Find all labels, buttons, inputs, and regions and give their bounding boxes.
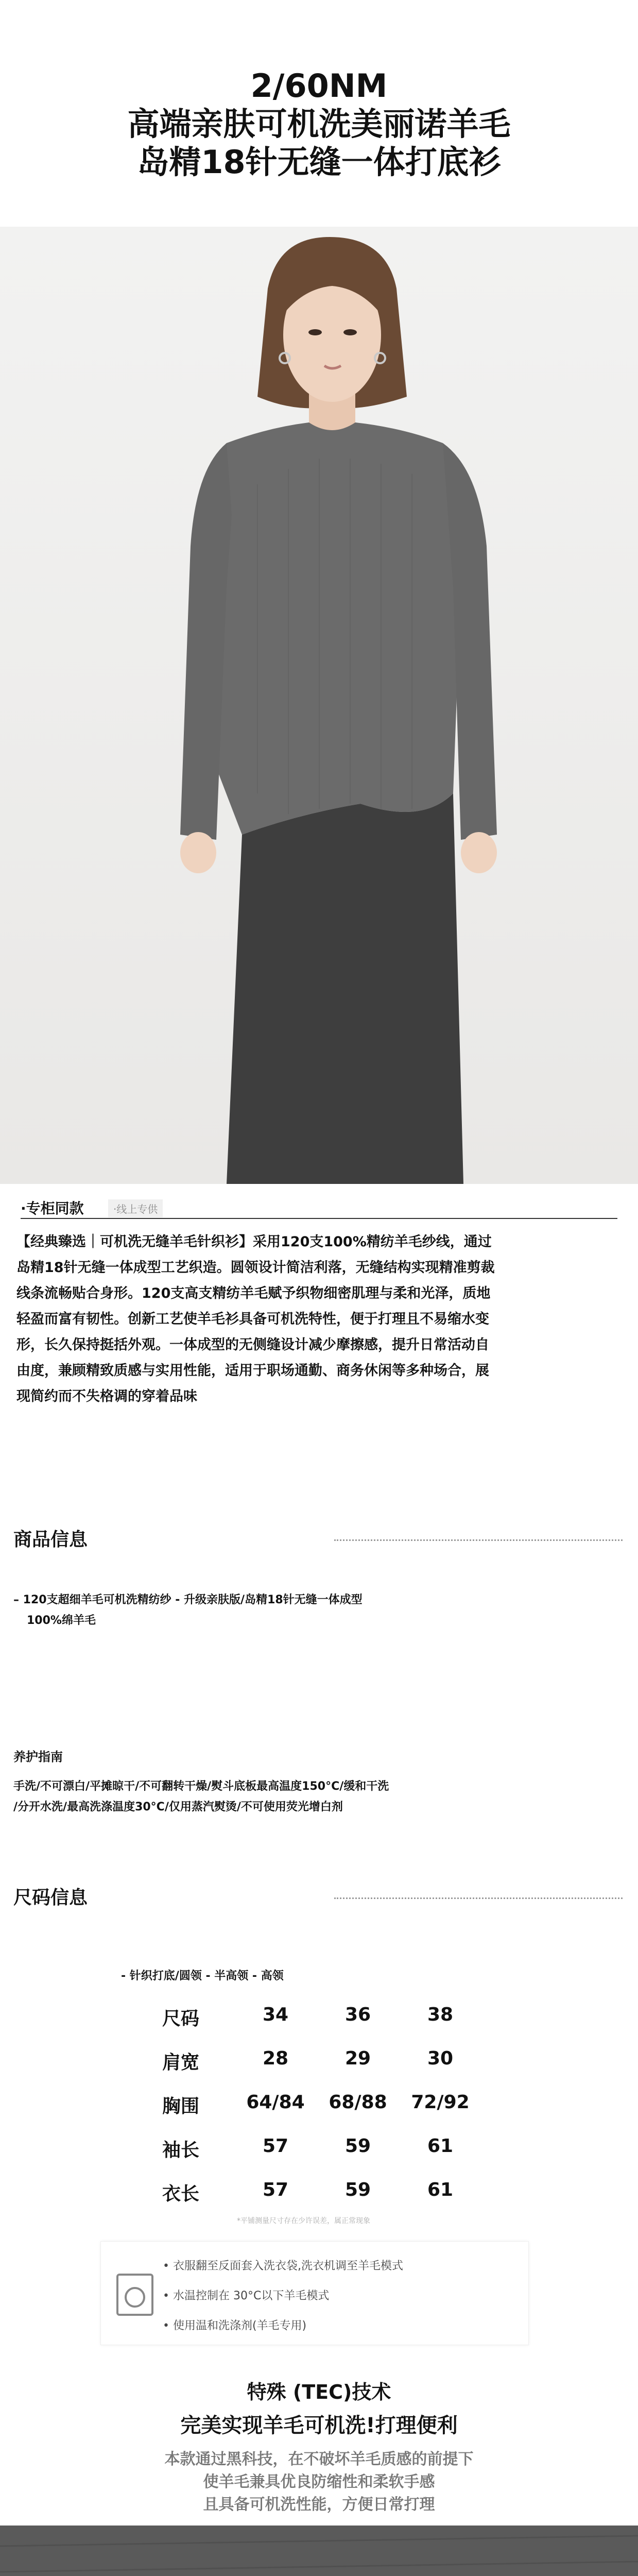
size-cell: 61 <box>427 2179 454 2200</box>
hero-title-line3: 岛精18针无缝一体打底衫 <box>137 143 501 181</box>
description-line: 【经典臻选｜可机洗无缝羊毛针织衫】采用120支100%精纺羊毛纱线，通过 <box>16 1234 492 1250</box>
size-note: *平铺测量尺寸存在少许误差，属正常现象 <box>237 2217 370 2225</box>
care-guide-heading: 养护指南 <box>13 1750 63 1764</box>
model-illustration <box>0 227 638 1184</box>
size-row-label: 胸围 <box>162 2096 200 2117</box>
description-line: 由度，兼顾精致质感与实用性能，适用于职场通勤、商务休闲等多种场合，展 <box>16 1363 489 1379</box>
divider <box>21 1218 617 1219</box>
model-photo <box>0 227 638 1184</box>
size-header: 34 <box>262 2004 289 2025</box>
description-line: 岛精18针无缝一体成型工艺织造。圆领设计简洁利落，无缝结构实现精准剪裁 <box>16 1260 495 1276</box>
description-line: 形，长久保持挺括外观。一体成型的无侧缝设计减少摩擦感，提升日常活动自 <box>16 1337 489 1353</box>
tag-row <box>0 1194 638 1219</box>
description-line: 线条流畅贴合身形。120支高支精纺羊毛赋予织物细密肌理与柔和光泽，质地 <box>16 1285 491 1301</box>
hero-title-line1: 2/60NM <box>250 67 388 105</box>
washing-machine-icon <box>116 2274 153 2316</box>
tech-title: 特殊 (TEC)技术 <box>247 2381 391 2403</box>
size-header: 36 <box>344 2004 371 2025</box>
size-row-label: 衣长 <box>162 2183 200 2205</box>
size-cell: 29 <box>344 2048 371 2069</box>
size-row-label: 肩宽 <box>162 2052 200 2073</box>
care-guide-line: 手洗/不可漂白/平摊晾干/不可翻转干燥/熨斗底板最高温度150°C/缓和干洗 <box>13 1780 389 1793</box>
size-cell: 28 <box>262 2048 289 2069</box>
fabric-closeup <box>0 2526 638 2576</box>
size-cell: 57 <box>262 2136 289 2157</box>
product-description <box>16 1229 622 1410</box>
size-cell: 57 <box>262 2179 289 2200</box>
size-cell: 64/84 <box>246 2092 305 2113</box>
size-cell: 59 <box>344 2179 371 2200</box>
size-subtitle: - 针织打底/圆领 - 半高领 - 高领 <box>121 1970 284 1982</box>
care-guide-line: /分开水洗/最高洗涤温度30°C/仅用蒸汽熨烫/不可使用荧光增白剂 <box>13 1801 343 1814</box>
size-row-label: 袖长 <box>162 2140 200 2161</box>
size-header: 38 <box>427 2004 454 2025</box>
product-info-line: – 120支超细羊毛可机洗精纺纱 - 升级亲肤版/岛精18针无缝一体成型 <box>13 1594 363 1606</box>
description-line: 轻盈而富有韧性。创新工艺使羊毛衫具备可机洗特性，便于打理且不易缩水变 <box>16 1311 489 1327</box>
size-cell: 30 <box>427 2048 454 2069</box>
fabric-texture <box>0 2526 638 2576</box>
dotted-divider <box>334 1539 623 1541</box>
size-cell: 68/88 <box>329 2092 387 2113</box>
hero-title <box>0 67 638 181</box>
wash-instructions-box <box>100 2241 529 2345</box>
tech-description-line: 本款通过黑科技，在不破坏羊毛质感的前提下 <box>164 2450 474 2468</box>
tech-subtitle: 完美实现羊毛可机洗!打理便利 <box>180 2414 458 2437</box>
size-cell: 59 <box>344 2136 371 2157</box>
product-info-line: 100%绵羊毛 <box>27 1614 96 1627</box>
tech-description-line: 使羊毛兼具优良防缩性和柔软手感 <box>203 2473 435 2491</box>
size-cell: 61 <box>427 2136 454 2157</box>
tech-description-line: 且具备可机洗性能，方便日常打理 <box>203 2496 435 2514</box>
wash-item: • 衣服翻至反面套入洗衣袋,洗衣机调至羊毛模式 <box>163 2260 403 2273</box>
size-info-heading: 尺码信息 <box>13 1887 88 1908</box>
product-info-heading: 商品信息 <box>13 1529 88 1550</box>
tag-online-exclusive: ·线上专供 <box>108 1199 163 1217</box>
tag-counter-same: ·专柜同款 <box>21 1200 84 1217</box>
size-header-label: 尺码 <box>162 2008 200 2029</box>
tech-description <box>0 2448 638 2516</box>
wash-item: • 使用温和洗涤剂(羊毛专用) <box>163 2319 307 2332</box>
dotted-divider <box>334 1897 623 1899</box>
wash-item: • 水温控制在 30°C以下羊毛模式 <box>163 2290 330 2302</box>
description-line: 现简约而不失格调的穿着品味 <box>16 1388 197 1404</box>
size-cell: 72/92 <box>411 2092 470 2113</box>
hero-title-line2: 高端亲肤可机洗美丽诺羊毛 <box>127 105 511 143</box>
